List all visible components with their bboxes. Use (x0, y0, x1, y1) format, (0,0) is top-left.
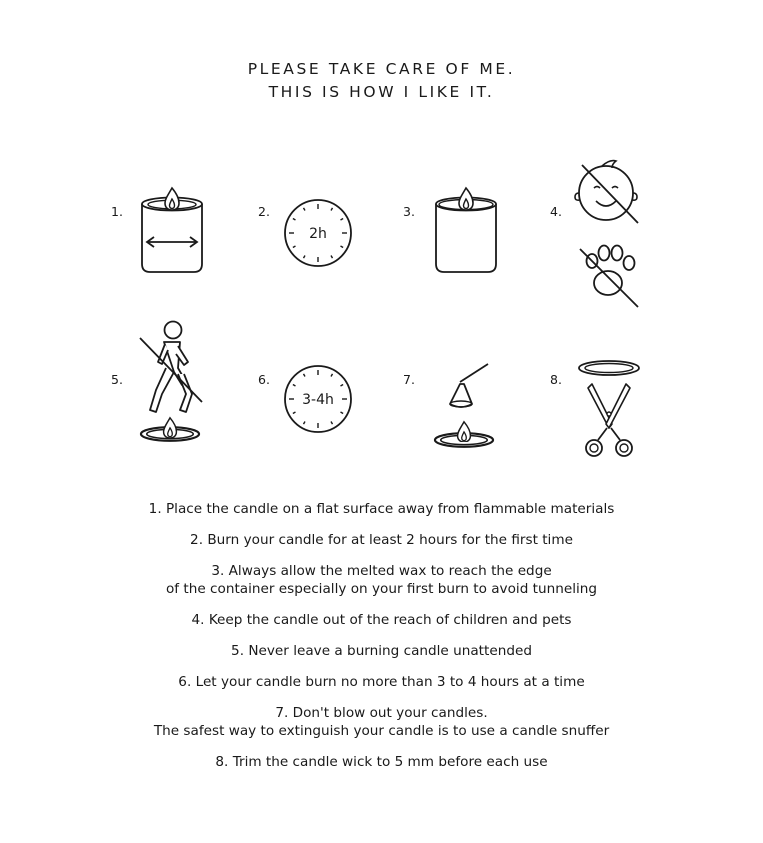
instruction-text: Place the candle on a flat surface away from flammable materials (165, 501, 615, 517)
step-number-2: 2. (258, 204, 270, 219)
instruction-2 (0, 531, 763, 549)
instruction-number: 5. (231, 643, 245, 659)
step-number-1: 1. (111, 204, 123, 219)
instruction-number: 3. (211, 563, 225, 579)
instruction-text-line-2: The safest way to extinguish your candle is to use a candle snuffer (153, 723, 610, 739)
clock-2h-icon (283, 198, 353, 268)
instructions-list (0, 500, 763, 784)
never-leave-unattended-icon (134, 318, 214, 448)
clock-label: 3-4h (302, 392, 334, 408)
candle-flat-surface-icon (136, 184, 208, 276)
instruction-5 (0, 642, 763, 660)
instruction-8 (0, 753, 763, 771)
step-number-7: 7. (403, 372, 415, 387)
instruction-number: 4. (191, 612, 205, 628)
instruction-6 (0, 673, 763, 691)
page-title (0, 58, 763, 104)
title-line-1: PLEASE TAKE CARE OF ME. (247, 60, 516, 78)
instruction-7 (0, 704, 763, 740)
instruction-text: Keep the candle out of the reach of children and pets (208, 612, 572, 628)
trim-wick-scissors-icon (576, 350, 642, 462)
instruction-number: 1. (148, 501, 162, 517)
instruction-4 (0, 611, 763, 629)
candle-snuffer-icon (430, 362, 502, 454)
step-number-4: 4. (550, 204, 562, 219)
candle-melt-to-edge-icon (430, 184, 502, 276)
instruction-text: Always allow the melted wax to reach the edge (228, 563, 552, 579)
instruction-text: Never leave a burning candle unattended (248, 643, 532, 659)
no-children-no-pets-icon (570, 155, 646, 313)
instruction-number: 8. (215, 754, 229, 770)
step-number-5: 5. (111, 372, 123, 387)
instruction-text: Let your candle burn no more than 3 to 4 hours at a time (195, 674, 585, 690)
title-line-2: THIS IS HOW I LIKE IT. (268, 83, 495, 101)
instruction-text: Burn your candle for at least 2 hours for the first time (207, 532, 573, 548)
instruction-text-line-2: of the container especially on your first burn to avoid tunneling (165, 581, 597, 597)
instruction-number: 6. (178, 674, 192, 690)
instruction-number: 2. (190, 532, 204, 548)
step-number-8: 8. (550, 372, 562, 387)
step-number-3: 3. (403, 204, 415, 219)
clock-label: 2h (309, 226, 327, 242)
instruction-number: 7. (275, 705, 289, 721)
instruction-text: Don't blow out your candles. (292, 705, 488, 721)
step-number-6: 6. (258, 372, 270, 387)
instruction-1 (0, 500, 763, 518)
instruction-3 (0, 562, 763, 598)
instruction-text: Trim the candle wick to 5 mm before each use (232, 754, 548, 770)
clock-3-4h-icon (283, 364, 353, 434)
